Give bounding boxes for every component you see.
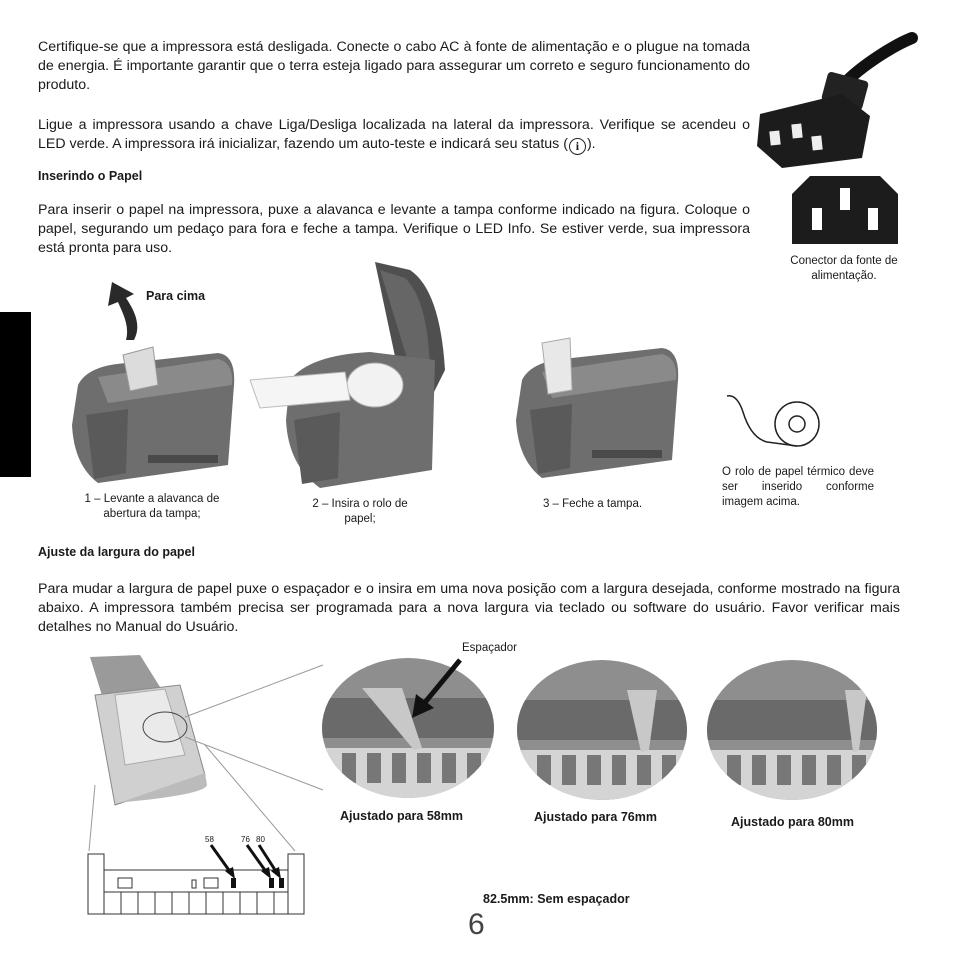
paper-roll-note: O rolo de papel térmico deve ser inserido conforme imagem acima. [722,466,874,508]
up-arrow-label: Para cima [146,289,206,303]
setting-80-label: Ajustado para 80mm [731,815,854,829]
power-connector-caption: Conector da fonte de alimentação. [790,255,898,282]
paper-roll-icon [725,392,845,452]
no-spacer-label: 82.5mm: Sem espaçador [483,892,630,906]
spacer-label: Espaçador [462,642,517,654]
width-section-text: Para mudar a largura de papel puxe o espaçador e o insira em uma nova posição com a largura desejada, conforme mostrado na figura abaixo. A impressora também precisa ser programada para a nova largura via teclado ou software do usuário. Favor verificar mais detalhes no Manual do Usuário. [38,581,900,635]
spacer-zoom-80-image [707,660,877,800]
printer-step-2-image [250,260,445,490]
intro-paragraph-2 [38,116,750,155]
paper-section-heading: Inserindo o Papel [38,169,143,183]
step-2-caption: 2 – Insira o rolo de papel; [312,498,408,525]
tick-arrows-icon [205,843,295,883]
step-3-caption: 3 – Feche a tampa. [542,498,643,510]
tick-label-80: 80 [256,835,265,844]
page-number: 6 [468,908,485,941]
power-cable-icon [752,36,917,171]
printer-step-3-image [512,338,682,486]
setting-58-label: Ajustado para 58mm [340,809,463,823]
up-arrow-icon [104,280,148,342]
width-section-heading: Ajuste da largura do papel [38,545,195,559]
setting-76-label: Ajustado para 76mm [534,810,657,824]
section-side-tab [0,312,31,477]
paper-section-text: Para inserir o papel na impressora, puxe a alavanca e levante a tampa conforme indicado na figura. Coloque o papel, segurando um pedaço para fora e feche a tampa. Verifique o LED Info. Se estiver verde, sua impressora está pronta para uso. [38,202,750,256]
spacer-arrow-icon [408,656,464,720]
printer-step-1-image [68,345,238,490]
intro-paragraph-2-end: ). [586,136,596,152]
power-connector-icon [790,174,900,246]
info-icon: i [569,138,586,155]
intro-paragraph-2-text: Ligue a impressora usando a chave Liga/Desliga localizada na lateral da impressora. Verifique se acendeu o LED verde. A impressora irá inicializar, fazendo um auto-teste e indicará seu status ( [38,117,750,152]
step-1-caption: 1 – Levante a alavanca de abertura da tampa; [84,493,220,520]
spacer-zoom-76-image [517,660,687,800]
tick-label-76: 76 [241,835,250,844]
intro-paragraph-1: Certifique-se que a impressora está desligada. Conecte o cabo AC à fonte de alimentação e o plugue na tomada de energia. É importante garantir que o terra esteja ligado para assegurar um correto e seguro funcionamento do produto. [38,39,750,93]
tick-label-58: 58 [205,835,214,844]
